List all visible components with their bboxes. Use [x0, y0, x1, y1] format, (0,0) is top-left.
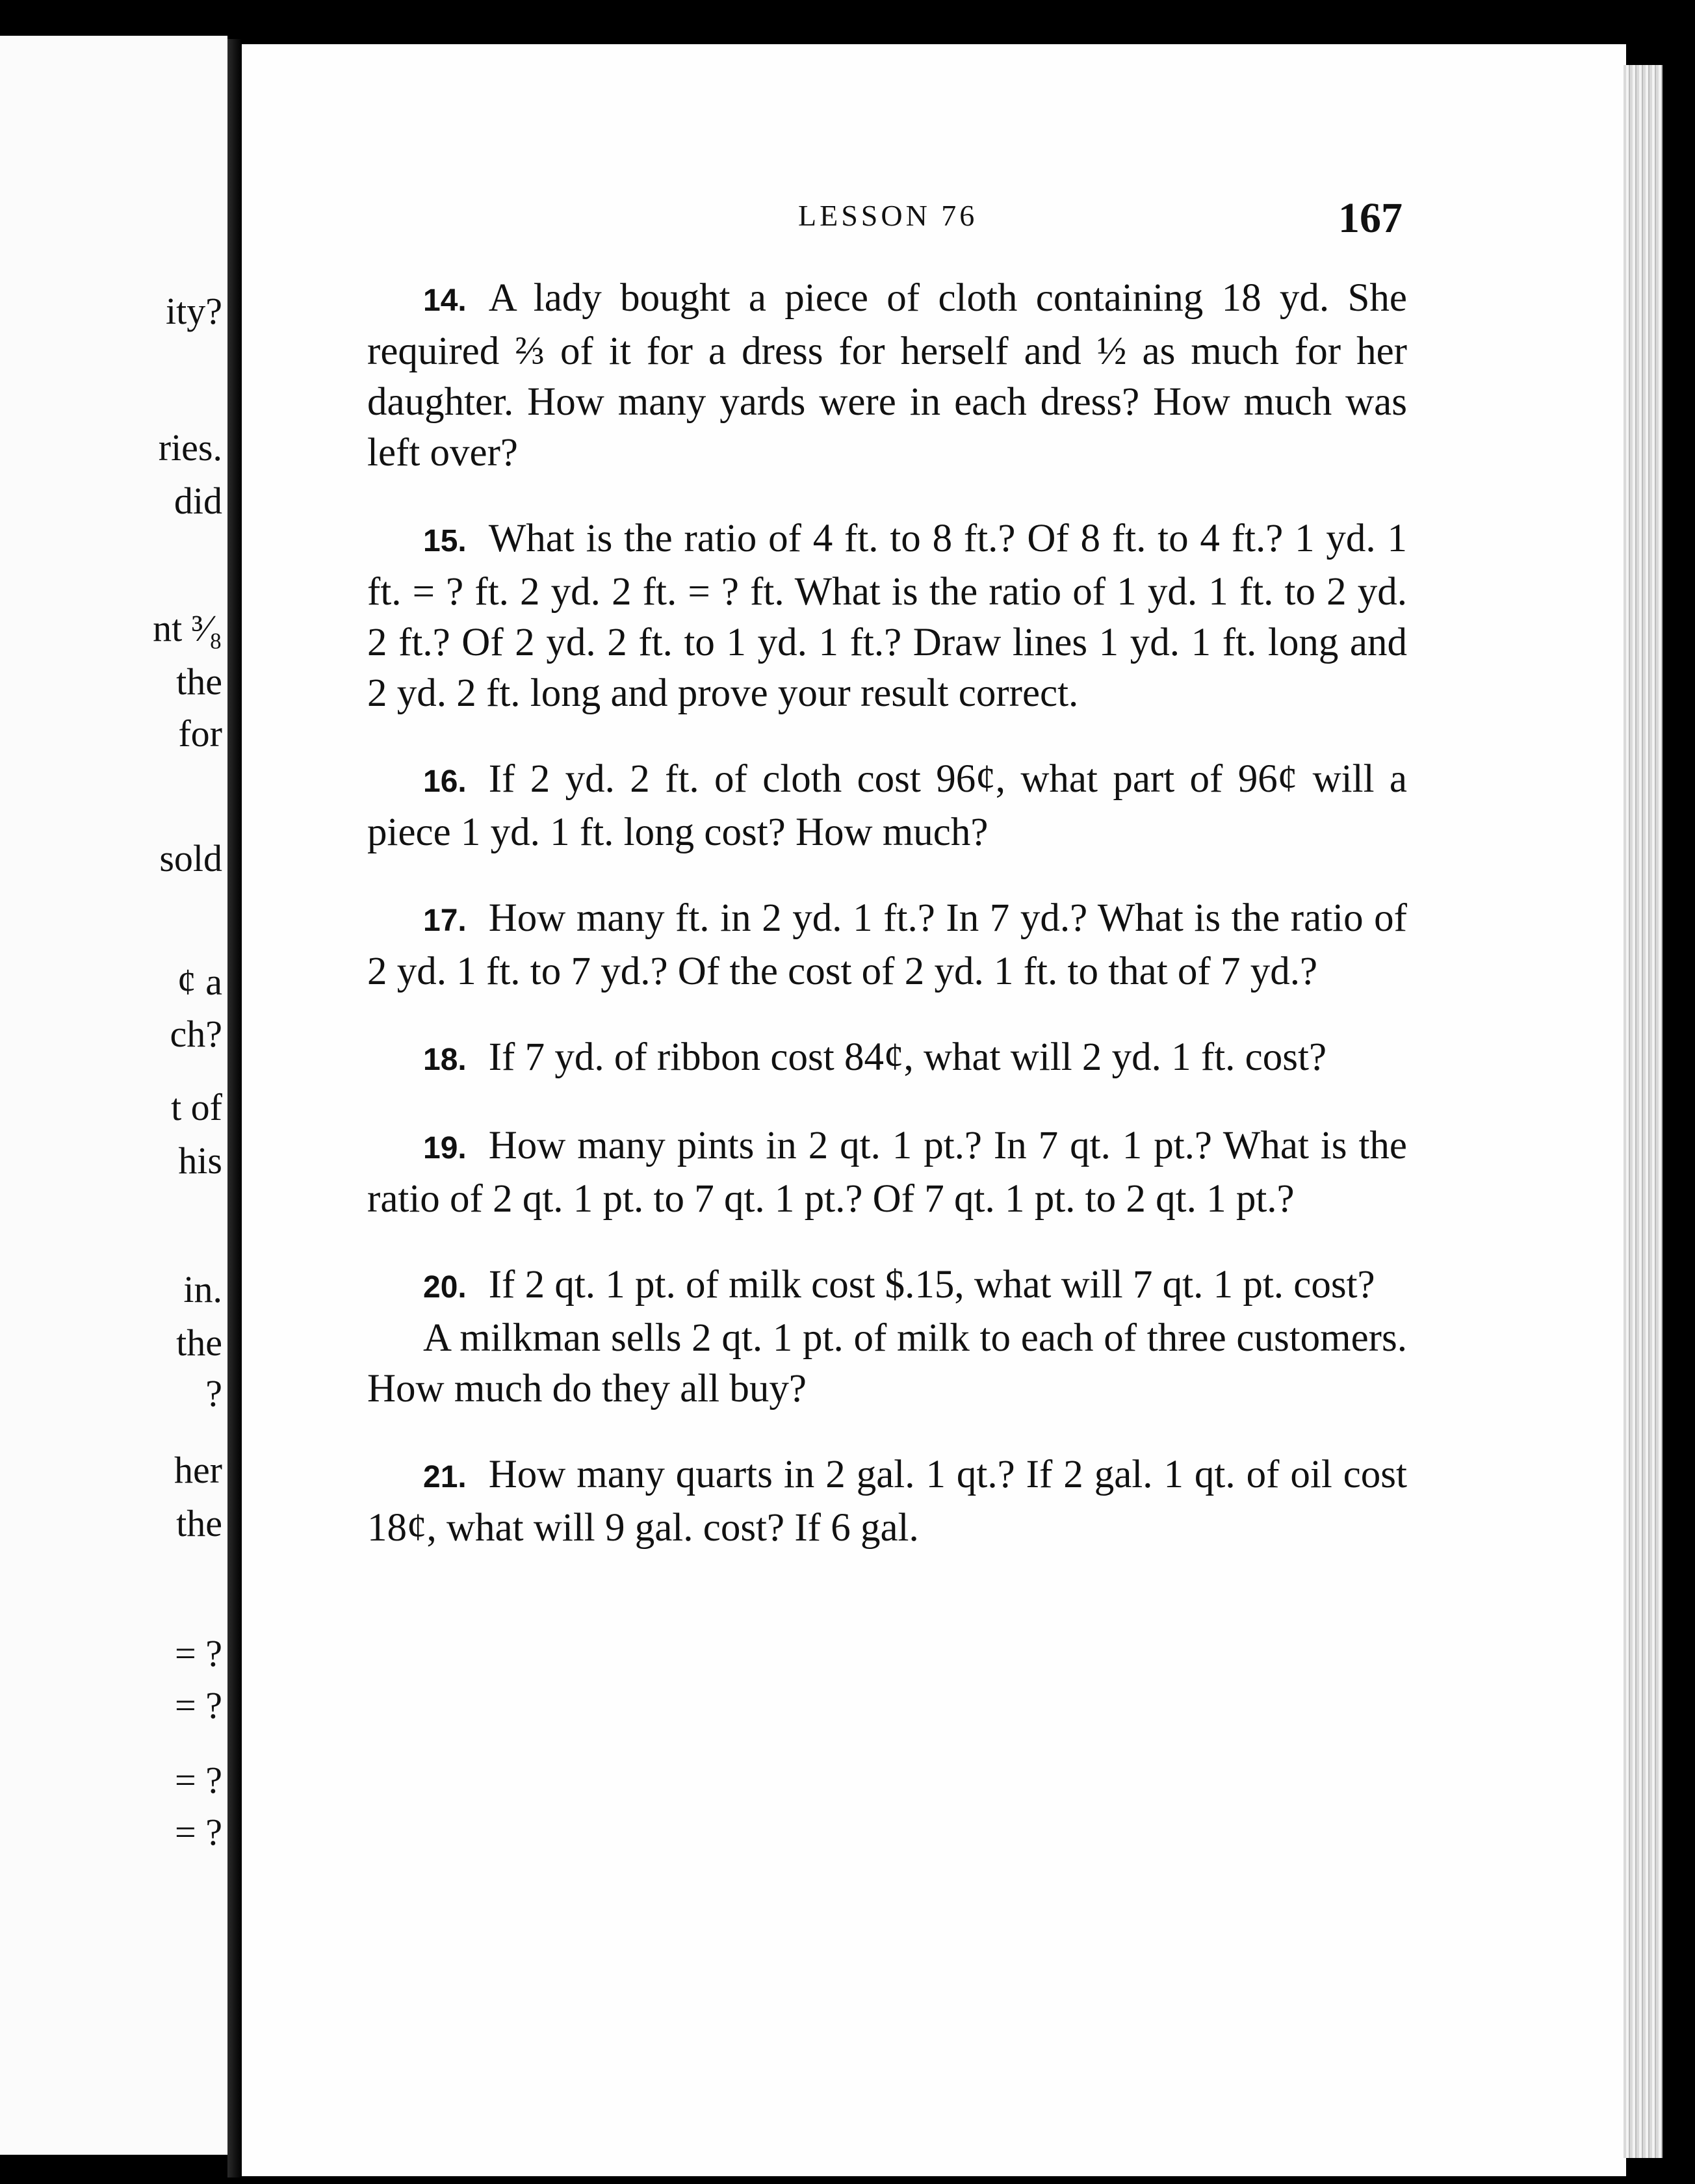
book-gutter — [227, 39, 242, 2178]
left-page — [0, 36, 227, 2155]
problem-number: 15. — [423, 524, 467, 558]
problem-number: 14. — [423, 283, 467, 318]
problem-14 — [367, 273, 1407, 478]
left-page-fragment: nt ³⁄₈ — [153, 607, 222, 649]
problem-number: 21. — [423, 1460, 467, 1494]
left-page-fragment: his — [178, 1139, 222, 1182]
problem-16 — [367, 754, 1407, 858]
left-page-fragment: t of — [171, 1086, 222, 1128]
problem-text: How many ft. in 2 yd. 1 ft.? In 7 yd.? What is the ratio of 2 yd. 1 ft. to 7 yd.? Of the cost of 2 yd. 1 ft. to that of 7 yd.? — [367, 896, 1407, 993]
problem-17 — [367, 893, 1407, 997]
left-page-fragment: sold — [159, 837, 222, 879]
problem-text: If 2 yd. 2 ft. of cloth cost 96¢, what part of 96¢ will a piece 1 yd. 1 ft. long cost? How much? — [367, 757, 1407, 854]
problem-20-continuation — [367, 1313, 1407, 1414]
left-page-fragment: = ? — [175, 1632, 222, 1674]
problem-text: If 2 qt. 1 pt. of milk cost $.15, what will 7 qt. 1 pt. cost? — [488, 1263, 1375, 1306]
problem-text: How many quarts in 2 gal. 1 qt.? If 2 gal. 1 qt. of oil cost 18¢, what will 9 gal. cost? If 6 gal. — [367, 1453, 1407, 1550]
problem-21 — [367, 1450, 1407, 1554]
left-page-fragment: = ? — [175, 1684, 222, 1726]
running-head: LESSON 76 — [798, 199, 978, 232]
problem-text: How many pints in 2 qt. 1 pt.? In 7 qt. 1 pt.? What is the ratio of 2 qt. 1 pt. to 7 qt. 1 pt.? Of 7 qt. 1 pt. to 2 qt. 1 pt.? — [367, 1124, 1407, 1221]
left-page-fragment: = ? — [175, 1759, 222, 1801]
left-page-fragment: ? — [205, 1372, 222, 1414]
problem-text: A milkman sells 2 qt. 1 pt. of milk to each of three customers. How much do they all buy? — [367, 1316, 1407, 1410]
left-page-fragment: in. — [183, 1268, 222, 1310]
left-page-fragment: her — [174, 1449, 222, 1491]
left-page-fragment: did — [174, 480, 222, 522]
page-number: 167 — [1338, 194, 1403, 242]
left-page-fragment: for — [178, 712, 222, 755]
left-page-fragment: ries. — [158, 426, 222, 469]
left-page-fragment: = ? — [175, 1811, 222, 1853]
problem-number: 18. — [423, 1043, 467, 1077]
left-page-fragment: the — [176, 660, 222, 703]
problem-text: A lady bought a piece of cloth containing 18 yd. She required ⅔ of it for a dress for herself and ½ as much for her daughter. How many yards were in each dress? How much was left over? — [367, 276, 1407, 474]
problem-18 — [367, 1032, 1407, 1086]
left-page-fragment: ¢ a — [177, 961, 222, 1003]
problem-text: If 7 yd. of ribbon cost 84¢, what will 2 yd. 1 ft. cost? — [488, 1035, 1327, 1079]
problem-number: 17. — [423, 904, 467, 938]
problem-number: 19. — [423, 1131, 467, 1165]
left-page-fragment: the — [176, 1321, 222, 1364]
problem-text: What is the ratio of 4 ft. to 8 ft.? Of 8 ft. to 4 ft.? 1 yd. 1 ft. = ? ft. 2 yd. 2 ft. = ? ft. What is the ratio of 1 yd. 1 ft. to 2 yd. 2 ft.? Of 2 yd. 2 ft. to 1 yd. 1 ft.? Draw lines 1 yd. 1 ft. long and 2 yd. 2 ft. long and prove your result correct. — [367, 517, 1407, 715]
problem-number: 16. — [423, 764, 467, 799]
problem-15 — [367, 514, 1407, 719]
left-page-fragment: ity? — [166, 290, 222, 332]
problem-list — [367, 273, 1407, 1589]
page-edges — [1624, 65, 1663, 2158]
left-page-fragment: ch? — [170, 1013, 222, 1055]
left-page-fragment: the — [176, 1502, 222, 1544]
problem-19 — [367, 1121, 1407, 1225]
problem-number: 20. — [423, 1270, 467, 1305]
problem-20 — [367, 1260, 1407, 1313]
